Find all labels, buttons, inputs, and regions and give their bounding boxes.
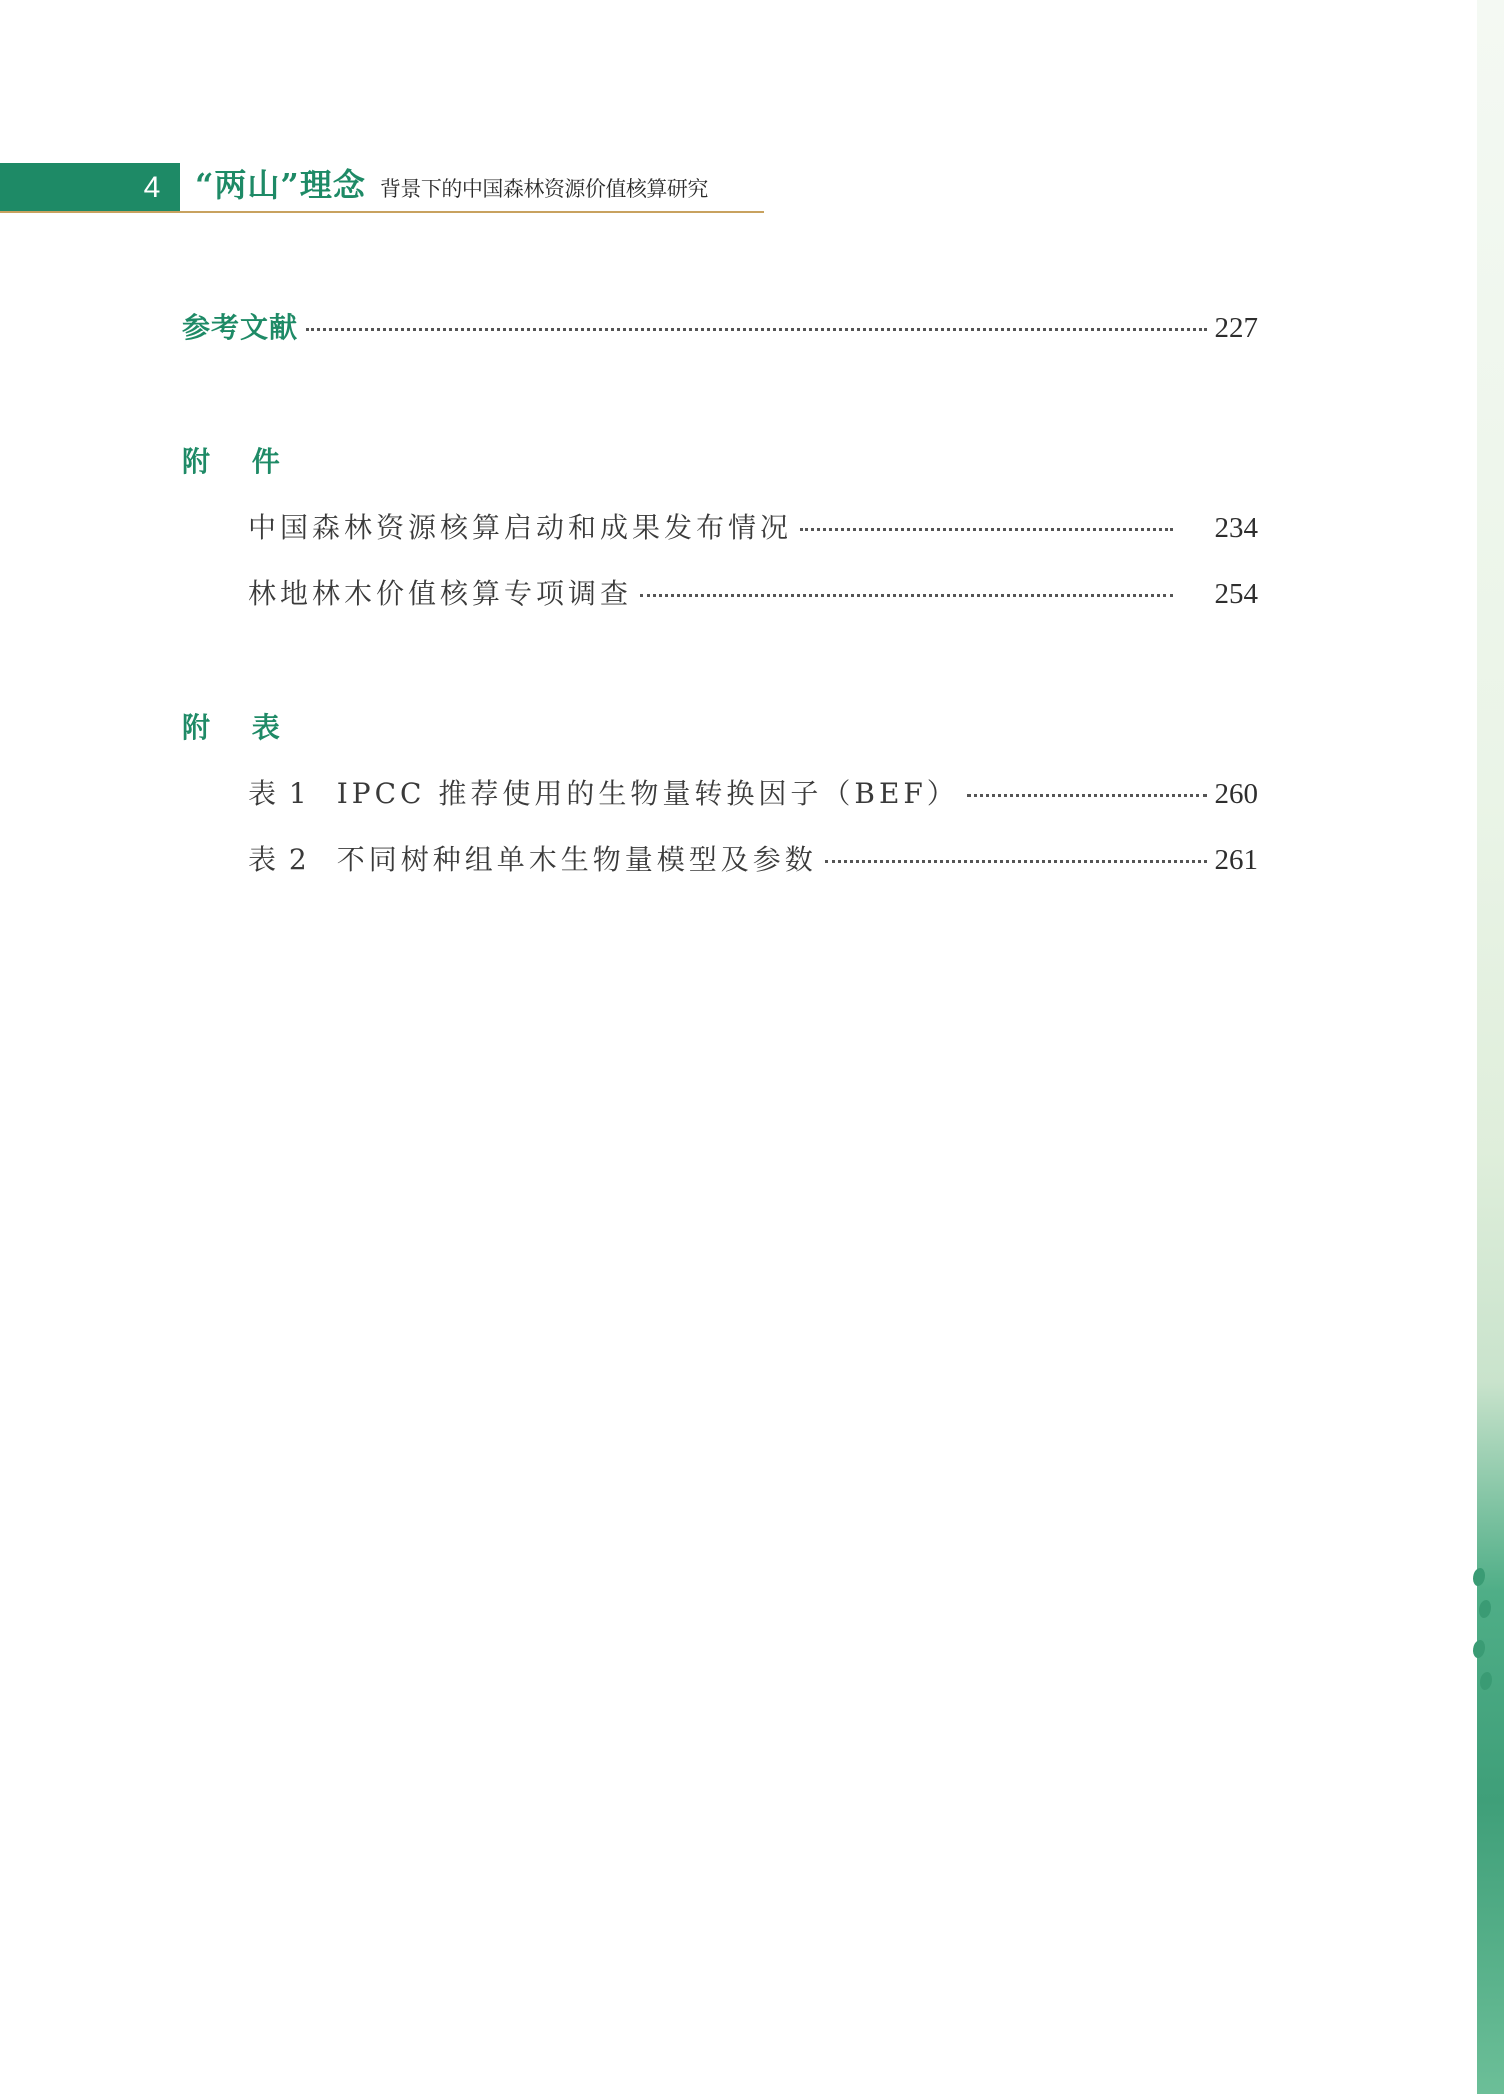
- book-title-main: “两山”理念: [195, 166, 366, 204]
- toc-entry-label: IPCC 推荐使用的生物量转换因子（BEF）: [336, 777, 959, 810]
- leaf-decoration: [1479, 1600, 1491, 1618]
- toc-entry-label: 不同树种组单木生物量模型及参数: [336, 843, 817, 876]
- leaf-decoration: [1480, 1672, 1492, 1690]
- toc-entry-page: 261: [1214, 844, 1258, 876]
- section-heading-appendix-tables: 附 表: [182, 711, 296, 744]
- dot-leader: [800, 528, 1172, 531]
- dot-leader: [306, 328, 1206, 331]
- table-number: 表 1: [248, 777, 309, 810]
- dot-leader: [967, 794, 1207, 797]
- section-heading-appendix: 附 件: [182, 445, 296, 478]
- toc-entry-page: 227: [1214, 312, 1258, 344]
- toc-entry-page: 254: [1214, 578, 1258, 610]
- toc-entry-appendix-1[interactable]: [248, 506, 1258, 550]
- toc-entry-table-2[interactable]: [248, 838, 1258, 882]
- toc-entry-table-1[interactable]: [248, 772, 1258, 816]
- toc-entry-references[interactable]: [182, 306, 1258, 350]
- book-title-sub: 背景下的中国森林资源价值核算研究: [379, 177, 708, 201]
- page-number: 4: [143, 171, 161, 204]
- decorative-side-strip: [1477, 0, 1504, 2094]
- dot-leader: [825, 860, 1207, 863]
- running-header-title: [195, 160, 708, 206]
- dot-leader: [640, 594, 1172, 597]
- header-rule: [0, 211, 764, 213]
- leaf-decoration: [1473, 1640, 1485, 1658]
- toc-entry-page: 234: [1214, 512, 1258, 544]
- toc-entry-appendix-2[interactable]: [248, 572, 1258, 616]
- leaf-decoration: [1473, 1568, 1485, 1586]
- toc-entry-page: 260: [1214, 778, 1258, 810]
- toc-entry-label: 参考文献: [182, 311, 299, 344]
- toc-entry-label: 林地林木价值核算专项调查: [248, 577, 633, 610]
- table-number: 表 2: [248, 843, 309, 876]
- toc-entry-label: 中国森林资源核算启动和成果发布情况: [248, 511, 793, 544]
